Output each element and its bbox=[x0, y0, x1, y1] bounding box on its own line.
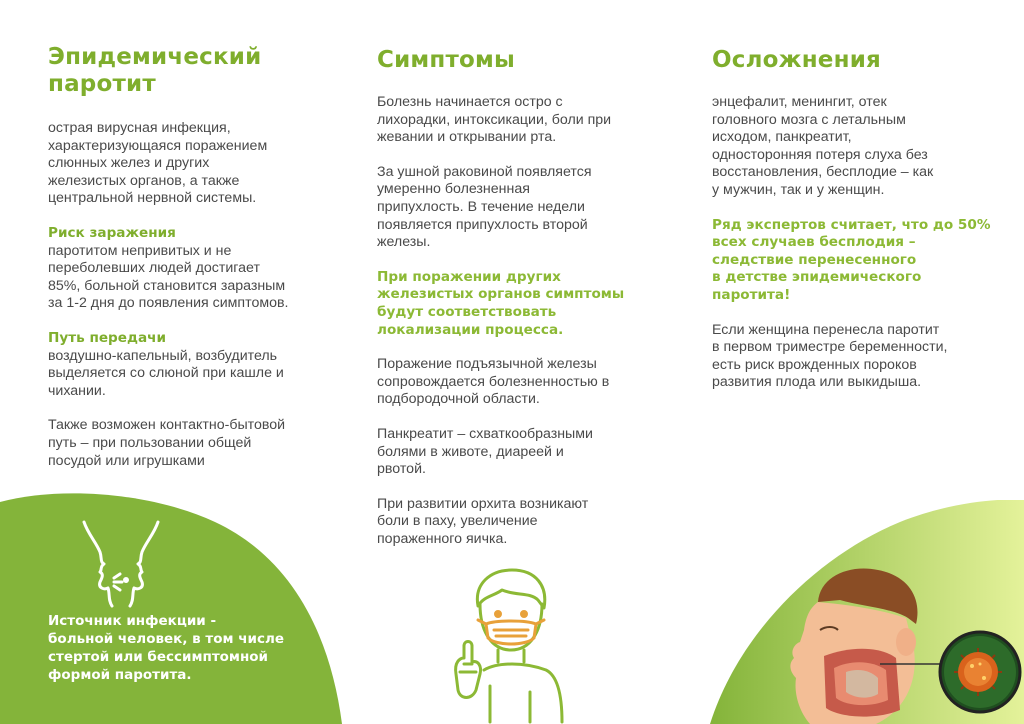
symptoms-swelling: За ушной раковиной появляется умеренно болезненная припухлость. В течение недели появляется припухлость второй железы. bbox=[377, 163, 592, 251]
symptoms-onset: Болезнь начинается остро с лихорадки, интоксикации, боли при жевании и открывании рта. bbox=[377, 94, 612, 146]
symptoms-orchitis: При развитии орхита возникают боли в паху, увеличение пораженного яичка. bbox=[377, 495, 589, 547]
infection-source-text: Источник инфекции - больной человек, в том числе стертой или бессимптомной формой паротита. bbox=[48, 613, 285, 683]
infertility-highlight: Ряд экспертов считает, что до 50% всех случаев бесплодия – следствие перенесенного в детстве эпидемического паротита! bbox=[712, 216, 991, 303]
symptoms-title: Симптомы bbox=[377, 47, 516, 73]
two-faces-icon bbox=[78, 518, 164, 608]
complications-list: энцефалит, менингит, отек головного мозга с летальным исходом, панкреатит, односторонняя потеря слуха без восстановления, бесплодие – как у мужчин, так и у женщин. bbox=[712, 94, 934, 198]
column-complications bbox=[712, 44, 997, 392]
complications-title: Осложнения bbox=[712, 47, 881, 73]
risk-heading: Риск заражения bbox=[48, 224, 176, 241]
symptoms-highlight: При поражении других железистых органов симптомы будут соответствовать локализации процесса. bbox=[377, 268, 625, 338]
green-blob-left bbox=[0, 492, 345, 724]
column-symptoms bbox=[377, 44, 662, 548]
child-mumps-illustration bbox=[780, 560, 1024, 724]
contact-text: Также возможен контактно-бытовой путь – при пользовании общей посудой или игрушками bbox=[48, 417, 286, 469]
pregnancy-risk-text: Если женщина перенесла паротит в первом триместре беременности, есть риск врожденных пороков развития плода или выкидыша. bbox=[712, 321, 948, 391]
risk-text: паротитом непривитых и не переболевших людей достигает 85%, больной становится заразным за 1-2 дня до появления симптомов. bbox=[48, 242, 289, 312]
disease-intro: острая вирусная инфекция, характеризующаяся поражением слюнных желез и других железистых органов, а также центральной нервной системы. bbox=[48, 120, 268, 207]
symptoms-sublingual: Поражение подъязычной железы сопровождается болезненностью в подбородочной области. bbox=[377, 356, 610, 408]
symptoms-pancreatitis: Панкреатит – схваткообразными болями в животе, диареей и рвотой. bbox=[377, 425, 593, 478]
column-disease bbox=[48, 44, 338, 470]
transmission-text: воздушно-капельный, возбудитель выделяется со слюной при кашле и чихании. bbox=[48, 347, 284, 399]
transmission-heading: Путь передачи bbox=[48, 329, 167, 346]
masked-person-icon bbox=[450, 566, 570, 724]
disease-title: Эпидемический паротит bbox=[48, 44, 262, 97]
